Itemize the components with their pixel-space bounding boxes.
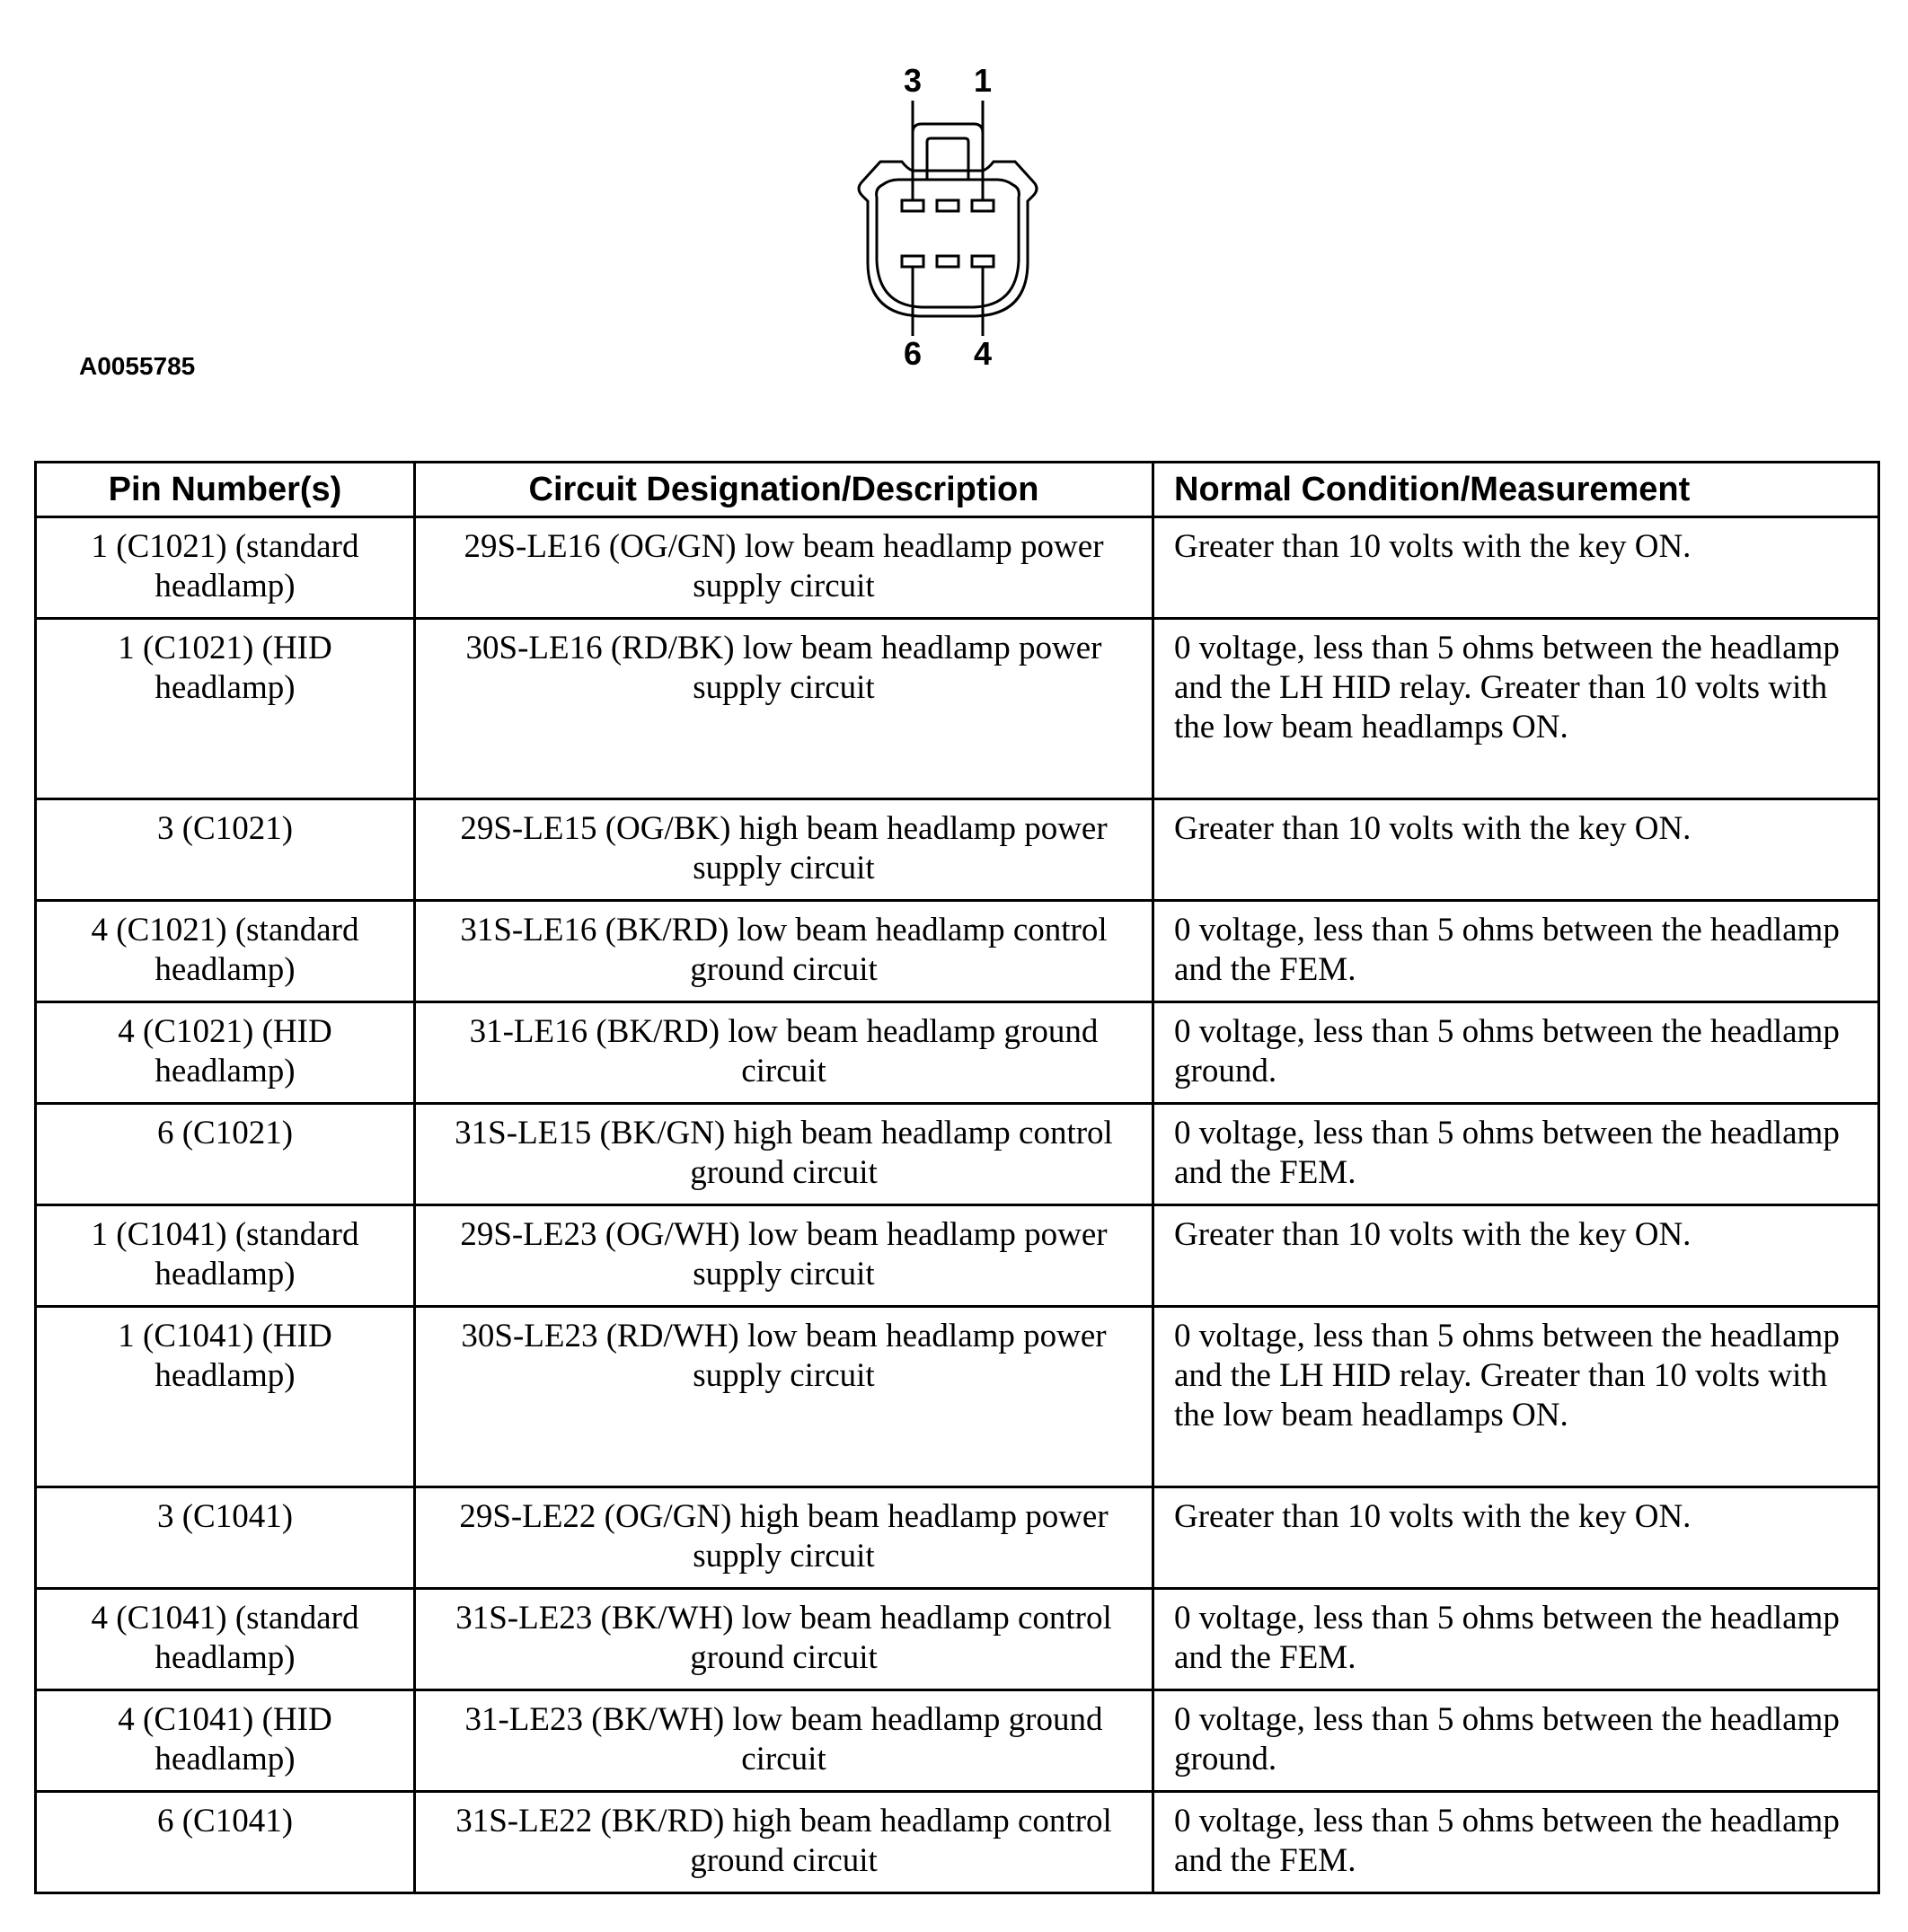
table-row: [36, 1487, 1879, 1589]
table-row: [36, 1589, 1879, 1690]
pin-cell: 1 (C1021) (standard headlamp): [36, 517, 415, 619]
table-row: [36, 1690, 1879, 1792]
table-row: [36, 901, 1879, 1002]
header-pin-numbers: Pin Number(s): [36, 463, 415, 517]
circuit-cell: 29S-LE23 (OG/WH) low beam headlamp power supply circuit: [415, 1205, 1153, 1307]
pin-cell: 1 (C1021) (HID headlamp): [36, 619, 415, 799]
pin-cell: 6 (C1041): [36, 1792, 415, 1893]
pin-label-4: 4: [973, 335, 993, 372]
figure-id-label: A0055785: [79, 352, 196, 380]
condition-cell: 0 voltage, less than 5 ohms between the headlamp ground.: [1153, 1002, 1879, 1104]
circuit-cell: 31S-LE16 (BK/RD) low beam headlamp control ground circuit: [415, 901, 1153, 1002]
table-row: [36, 1307, 1879, 1487]
circuit-cell: 30S-LE16 (RD/BK) low beam headlamp power supply circuit: [415, 619, 1153, 799]
table-row: [36, 517, 1879, 619]
condition-cell: 0 voltage, less than 5 ohms between the headlamp and the FEM.: [1153, 1792, 1879, 1893]
condition-cell: 0 voltage, less than 5 ohms between the headlamp and the FEM.: [1153, 901, 1879, 1002]
condition-cell: Greater than 10 volts with the key ON.: [1153, 517, 1879, 619]
condition-cell: 0 voltage, less than 5 ohms between the headlamp ground.: [1153, 1690, 1879, 1792]
header-normal-condition: Normal Condition/Measurement: [1153, 463, 1879, 517]
circuit-cell: 29S-LE16 (OG/GN) low beam headlamp power supply circuit: [415, 517, 1153, 619]
pin-cell: 1 (C1041) (HID headlamp): [36, 1307, 415, 1487]
table-row: [36, 619, 1879, 799]
circuit-cell: 31S-LE22 (BK/RD) high beam headlamp control ground circuit: [415, 1792, 1153, 1893]
circuit-cell: 31-LE16 (BK/RD) low beam headlamp ground circuit: [415, 1002, 1153, 1104]
pinout-table: [34, 461, 1880, 1894]
table-row: [36, 1104, 1879, 1205]
pin-label-3: 3: [903, 62, 923, 99]
condition-cell: 0 voltage, less than 5 ohms between the headlamp and the LH HID relay. Greater than 10 volts with the low beam headlamps ON.: [1153, 619, 1879, 799]
circuit-cell: 31S-LE23 (BK/WH) low beam headlamp control ground circuit: [415, 1589, 1153, 1690]
table-row: [36, 799, 1879, 901]
circuit-cell: 31S-LE15 (BK/GN) high beam headlamp control ground circuit: [415, 1104, 1153, 1205]
circuit-cell: 31-LE23 (BK/WH) low beam headlamp ground circuit: [415, 1690, 1153, 1792]
pin-cell: 4 (C1021) (HID headlamp): [36, 1002, 415, 1104]
pin-cell: 4 (C1021) (standard headlamp): [36, 901, 415, 1002]
condition-cell: Greater than 10 volts with the key ON.: [1153, 1487, 1879, 1589]
condition-cell: 0 voltage, less than 5 ohms between the headlamp and the LH HID relay. Greater than 10 volts with the low beam headlamps ON.: [1153, 1307, 1879, 1487]
condition-cell: Greater than 10 volts with the key ON.: [1153, 799, 1879, 901]
condition-cell: Greater than 10 volts with the key ON.: [1153, 1205, 1879, 1307]
pin-label-6: 6: [903, 335, 923, 372]
table-row: [36, 1002, 1879, 1104]
pin-cell: 6 (C1021): [36, 1104, 415, 1205]
pin-cell: 1 (C1041) (standard headlamp): [36, 1205, 415, 1307]
table-row: [36, 1205, 1879, 1307]
connector-body: [859, 101, 1037, 336]
pin-cell: 3 (C1021): [36, 799, 415, 901]
condition-cell: 0 voltage, less than 5 ohms between the headlamp and the FEM.: [1153, 1589, 1879, 1690]
table-header-row: [36, 463, 1879, 517]
pin-cell: 4 (C1041) (HID headlamp): [36, 1690, 415, 1792]
circuit-cell: 30S-LE23 (RD/WH) low beam headlamp power supply circuit: [415, 1307, 1153, 1487]
table-row: [36, 1792, 1879, 1893]
connector-diagram: [835, 54, 1069, 377]
pin-cell: 3 (C1041): [36, 1487, 415, 1589]
pin-label-1: 1: [973, 62, 993, 99]
circuit-cell: 29S-LE15 (OG/BK) high beam headlamp power supply circuit: [415, 799, 1153, 901]
pin-cell: 4 (C1041) (standard headlamp): [36, 1589, 415, 1690]
circuit-cell: 29S-LE22 (OG/GN) high beam headlamp power supply circuit: [415, 1487, 1153, 1589]
condition-cell: 0 voltage, less than 5 ohms between the headlamp and the FEM.: [1153, 1104, 1879, 1205]
header-circuit-description: Circuit Designation/Description: [415, 463, 1153, 517]
